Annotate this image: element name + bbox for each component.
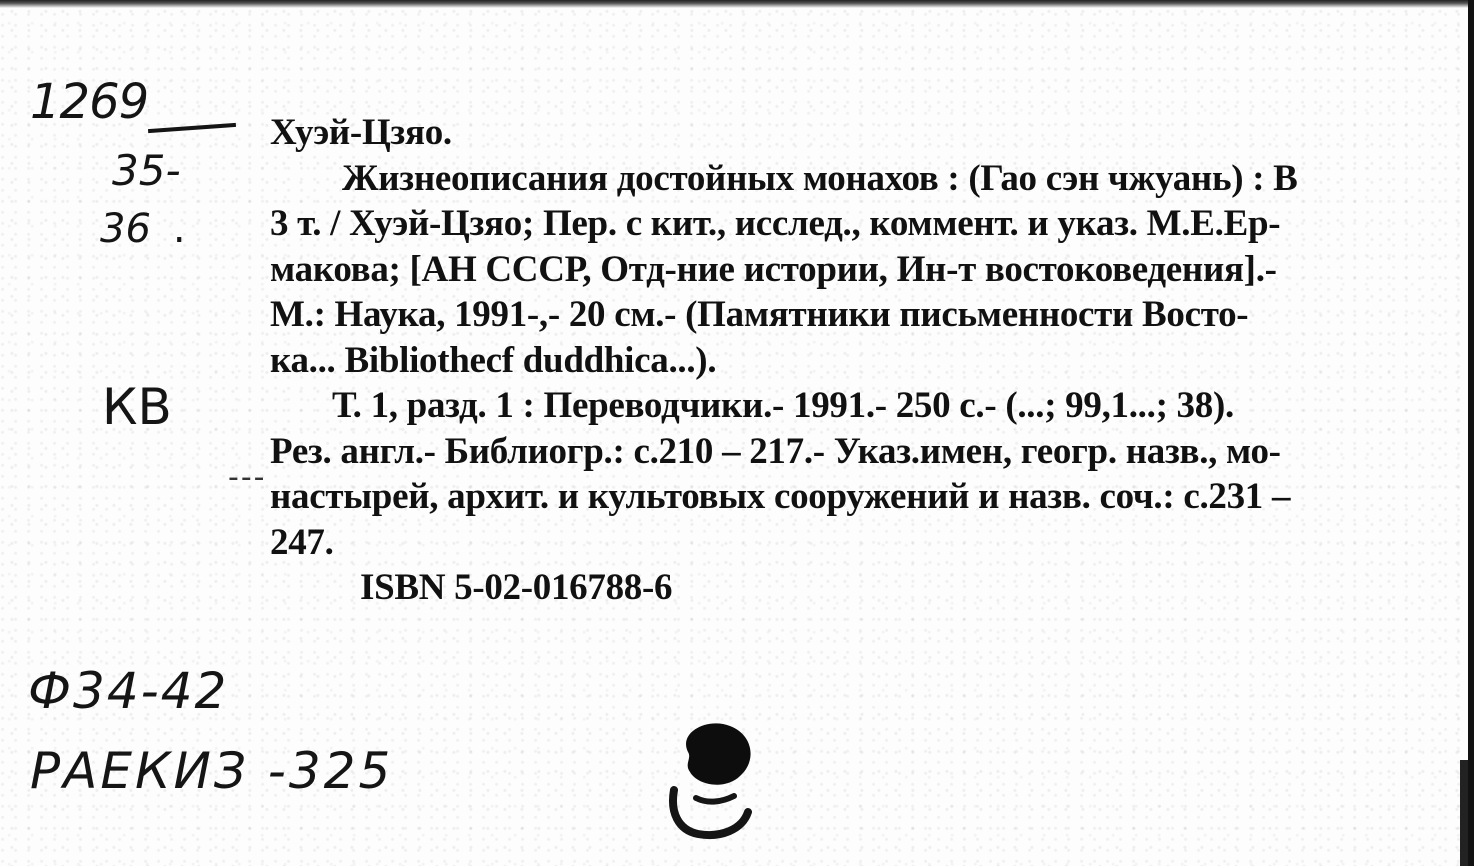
call-number-underline xyxy=(148,123,236,133)
range-mark: . xyxy=(172,206,186,252)
volume-line: настырей, архит. и культовых сооружений и назв. соч.: с.231 – xyxy=(270,476,1291,517)
handwritten-range-start: 35- xyxy=(112,146,181,195)
handwritten-call-number xyxy=(30,74,148,130)
card-right-edge xyxy=(1468,0,1474,866)
description-line: 3 т. / Хуэй-Цзяо; Пер. с кит., исслед., коммент. и указ. М.Е.Ер- xyxy=(270,203,1281,244)
range-end-text: 36 xyxy=(100,206,151,252)
author-heading: Хуэй-Цзяо. xyxy=(270,112,452,153)
handwritten-range-end xyxy=(100,206,186,252)
handwritten-register-code: РАЕКИЗ -325 xyxy=(30,742,394,800)
description-line: макова; [АН СССР, Отд-ние истории, Ин-т востоковедения].- xyxy=(270,248,1277,290)
card-top-edge xyxy=(0,0,1474,8)
isbn: ISBN 5-02-016788-6 xyxy=(360,567,673,608)
scan-noise-dashes: ‐‐‐ xyxy=(228,460,267,495)
description-line: ка... Bibliothecf duddhica...). xyxy=(270,339,717,381)
handwritten-shelf-code: Ф34-42 xyxy=(28,662,229,720)
volume-line: Рез. англ.- Библиогр.: с.210 – 217.- Указ.имен, геогр. назв., мо- xyxy=(270,430,1281,472)
call-number-text: 1269 xyxy=(30,74,149,130)
card-corner-shadow xyxy=(1460,760,1468,866)
volume-line: Т. 1, разд. 1 : Переводчики.- 1991.- 250 с.- (...; 99,1...; 38). xyxy=(332,385,1234,426)
handwritten-initials: КВ xyxy=(102,378,172,436)
description-line: М.: Наука, 1991-,- 20 см.- (Памятники письменности Восто- xyxy=(270,294,1249,335)
ink-blot-mark xyxy=(668,712,758,842)
volume-line: 247. xyxy=(270,521,334,563)
bibliographic-record xyxy=(270,110,1390,611)
description-line: Жизнеописания достойных монахов : (Гао сэн чжуань) : В xyxy=(342,157,1298,199)
